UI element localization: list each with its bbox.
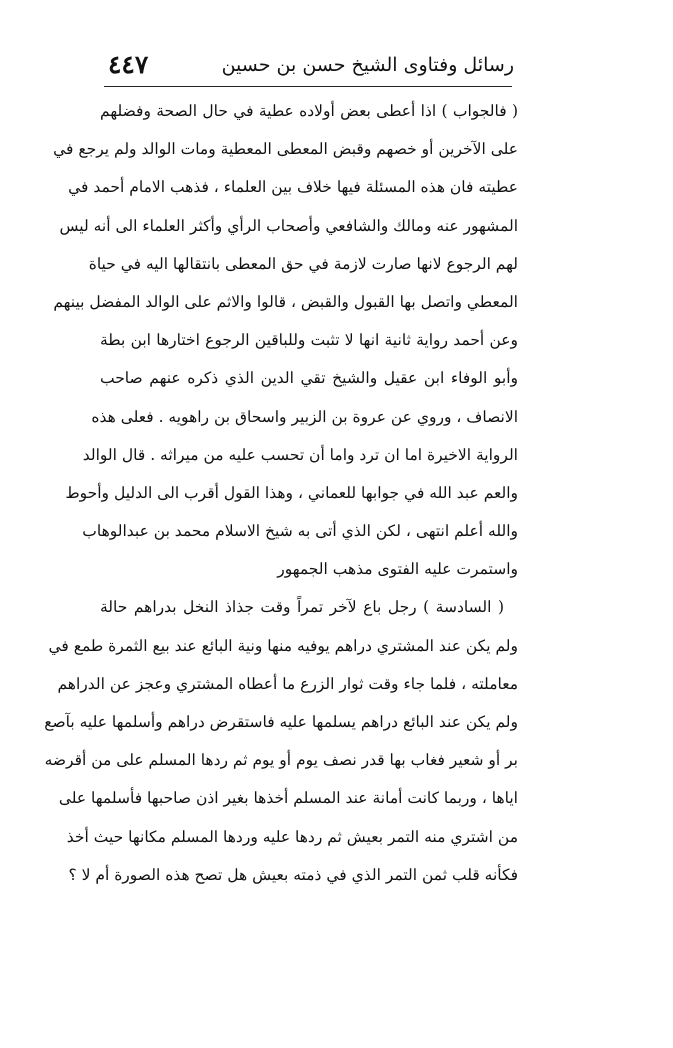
text-line: معاملته ، فلما جاء وقت ثوار الزرع ما أعطاه المشتري وعجز عن الدراهم (57, 674, 518, 693)
text-line: والله أعلم انتهى ، لكن الذي أتى به شيخ الاسلام محمد بن عبدالوهاب (82, 522, 518, 541)
page-number: ٤٤٧ (108, 50, 149, 79)
page-header (96, 50, 514, 88)
text-line: وعن أحمد رواية ثانية انها لا تثبت وللباقين الرجوع اختارها ابن بطة (100, 331, 518, 350)
running-title: رسائل وفتاوى الشيخ حسن بن حسين (221, 54, 514, 76)
text-line: وأبو الوفاء ابن عقيل والشيخ تقي الدين الذي ذكره عنهم صاحب (100, 369, 518, 388)
text-line: ولم يكن عند البائع دراهم يسلمها عليه فاستقرض دراهم وأسلمها عليه بآصع (44, 713, 518, 731)
text-line: المشهور عنه ومالك والشافعي وأصحاب الرأي وأكثر العلماء الى أنه ليس (59, 216, 518, 235)
text-line: عطيته فان هذه المسئلة فيها خلاف بين العلماء ، فذهب الامام أحمد في (68, 178, 518, 197)
text-line: المعطي واتصل بها القبول والقبض ، قالوا والاثم على الوالد المفضل بينهم (53, 292, 518, 311)
text-line: الانصاف ، وروي عن عروة بن الزبير واسحاق بن راهويه . فعلى هذه (91, 407, 518, 426)
text-line: واستمرت عليه الفتوى مذهب الجمهور (277, 560, 518, 579)
header-divider (104, 86, 512, 87)
text-line: ( فالجواب ) اذا أعطى بعض أولاده عطية في حال الصحة وفضلهم (100, 102, 518, 120)
text-line: بر أو شعير فغاب بها قدر نصف يوم أو يوم ثم ردها المسلم على من أقرضه (44, 751, 518, 770)
text-line: من اشتري منه التمر بعيش ثم ردها عليه وردها المسلم مكانها حيث أخذ (66, 827, 518, 846)
text-line: اياها ، وربما كانت أمانة عند المسلم أخذها بغير اذن صاحبها فأسلمها على (58, 789, 518, 808)
text-line: لهم الرجوع لانها صارت لازمة في حق المعطى بانتقالها اليه في حياة (88, 254, 518, 273)
text-line: فكأنه قلب ثمن التمر الذي في ذمته بعيش هل تصح هذه الصورة أم لا ؟ (68, 865, 518, 884)
text-line: ولم يكن عند المشتري دراهم يوفيه منها ونية البائع عند بيع الثمرة طمع في (48, 636, 518, 655)
body-text (44, 92, 518, 894)
text-line: ( السادسة ) رجل باع لآخر تمراً وقت جذاذ النخل بدراهم حالة (100, 598, 504, 617)
text-line: والعم عبد الله في جوابها للعماني ، وهذا القول أقرب الى الدليل وأحوط (65, 483, 518, 502)
text-line: على الآخرين أو خصهم وقبض المعطى المعطية ومات الوالد ولم يرجع في (53, 140, 518, 159)
text-line: الرواية الاخيرة اما ان ترد واما أن تحسب عليه من ميراثه . قال الوالد (82, 445, 518, 464)
